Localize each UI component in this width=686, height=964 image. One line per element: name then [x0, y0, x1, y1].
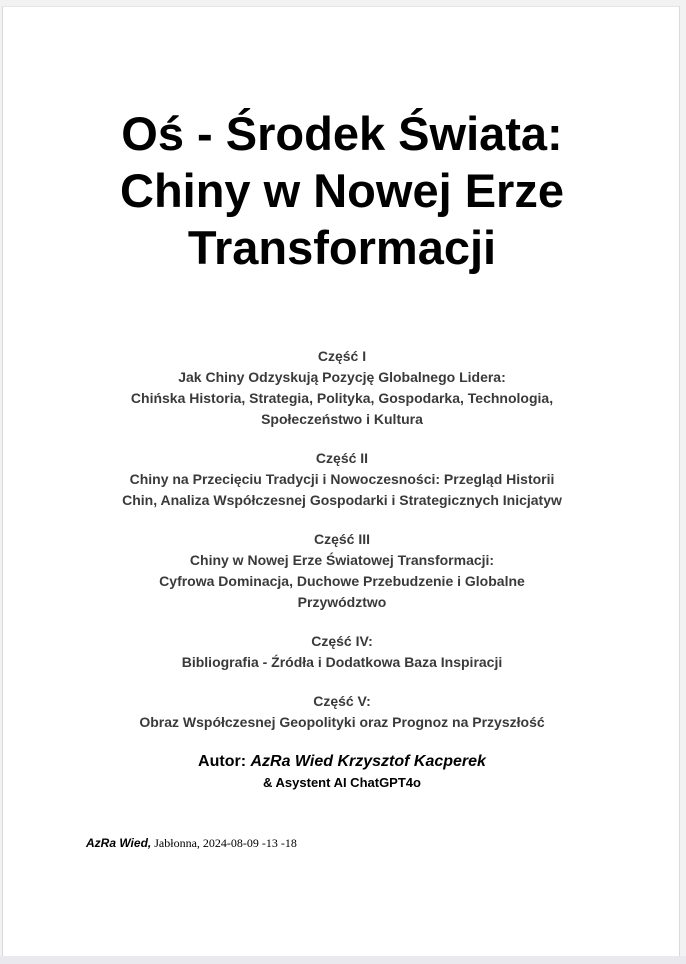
part-3-line-1: Chiny w Nowej Erze Światowej Transformacji:	[189, 552, 495, 568]
part-3	[3, 529, 681, 613]
part-4-heading: Część IV:	[311, 633, 373, 649]
part-1	[3, 346, 681, 430]
part-2	[3, 448, 681, 511]
part-3-line-3: Przywództwo	[297, 594, 387, 610]
author-label: Autor:	[198, 753, 251, 770]
document-page	[2, 6, 680, 956]
part-2-line-2: Chin, Analiza Współczesnej Gospodarki i Strategicznych Inicjatyw	[122, 492, 562, 508]
part-1-line-1: Jak Chiny Odzyskują Pozycję Globalnego Lidera:	[178, 369, 506, 385]
part-2-heading: Część II	[315, 450, 369, 466]
part-4-line-1: Bibliografia - Źródła i Dodatkowa Baza Inspiracji	[181, 654, 503, 670]
signature-date-line	[86, 835, 297, 851]
part-2-line-1: Chiny na Przecięciu Tradycji i Nowoczesności: Przegląd Historii	[129, 471, 555, 487]
part-5-heading: Część V:	[313, 693, 371, 709]
title-line-3: Transformacji	[187, 221, 497, 274]
author-line	[3, 751, 681, 773]
footer-place-date: Jabłonna, 2024-08-09 -13 -18	[151, 836, 297, 850]
assistant-line: & Asystent AI ChatGPT4o	[263, 775, 421, 790]
author-block	[3, 751, 681, 793]
part-3-line-2: Cyfrowa Dominacja, Duchowe Przebudzenie i Globalne	[159, 573, 525, 589]
viewer-bottom-edge	[0, 956, 686, 964]
document-title	[3, 105, 681, 276]
title-line-2: Chiny w Nowej Erze	[120, 164, 564, 217]
author-name: AzRa Wied Krzysztof Kacperek	[250, 753, 486, 770]
part-5	[3, 691, 681, 733]
title-line-1: Oś - Środek Świata:	[121, 107, 563, 160]
part-1-line-3: Społeczeństwo i Kultura	[261, 411, 423, 427]
part-1-line-2: Chińska Historia, Strategia, Polityka, Gospodarka, Technologia,	[130, 390, 554, 406]
footer-author: AzRa Wied,	[86, 836, 152, 850]
part-3-heading: Część III	[313, 531, 371, 547]
part-5-line-1: Obraz Współczesnej Geopolityki oraz Prognoz na Przyszłość	[139, 714, 545, 730]
part-1-heading: Część I	[317, 348, 367, 364]
part-4	[3, 631, 681, 673]
